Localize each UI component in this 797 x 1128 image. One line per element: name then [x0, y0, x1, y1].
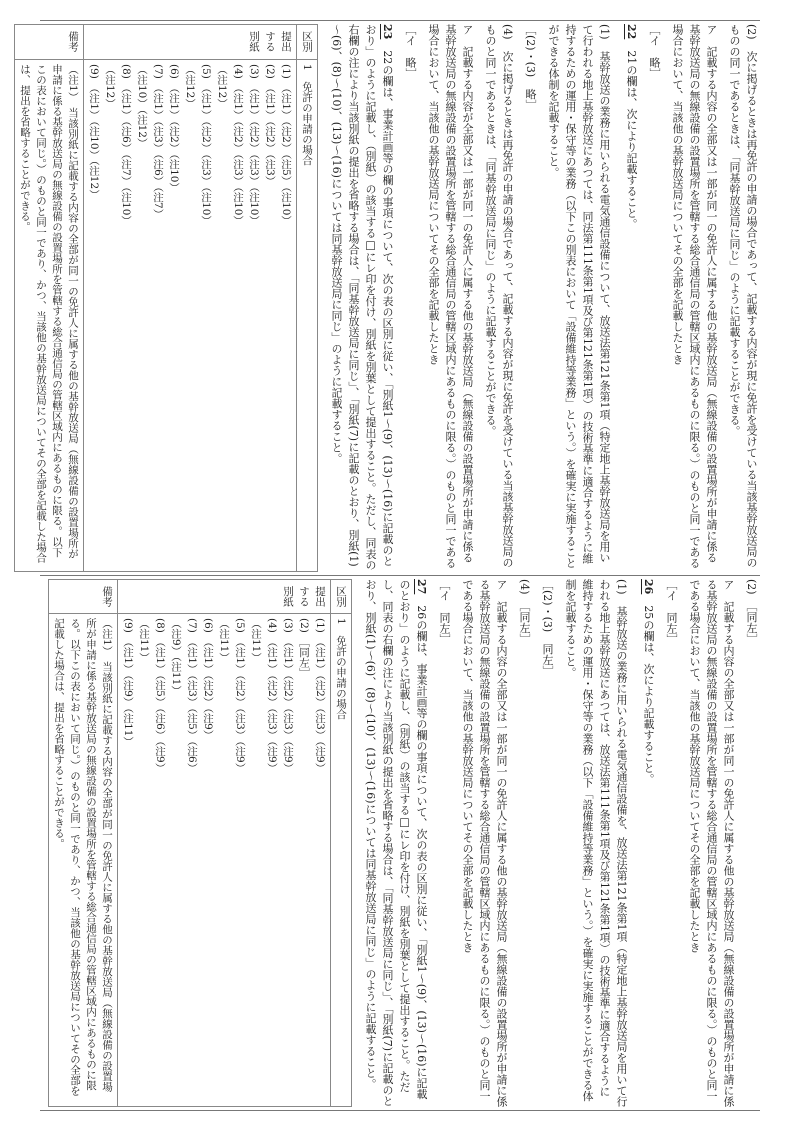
row-sheets: （注1）（注2）（注3）（注9） [234, 636, 246, 774]
table-row [278, 64, 294, 567]
table-row [312, 618, 328, 1102]
row-sheets: （注1）（注2）（注3）（注10） [248, 82, 260, 226]
upper-sec22-heading [623, 24, 640, 572]
row-no: (9) [122, 618, 134, 634]
table-row [134, 64, 150, 567]
upper-sec22-item4-a: ア 記載する内容が全部又は一部が同一の免許人に属する他の基幹放送局（無線設備の設置場所が申請に係る基幹放送局の無線設備の設置場所を管轄する総合通信局の管轄区域内にあるものに限る。）のものと同一である場合において、当該他の基幹放送局についてその全部を記載したとき [427, 24, 474, 569]
row-no: (9) [88, 63, 100, 79]
table-row [136, 618, 152, 1102]
lower-sec27 [362, 579, 430, 1107]
row-no: (5) [234, 618, 246, 634]
row-no: (5) [200, 63, 212, 79]
upper-sec22-item4: (4) 次に掲げるときは再免許の申請の場合であって、記載する内容が現に免許を受けている当該基幹放送局のものと同一であるときは、「同基幹放送局に同じ」のように記載することができる。 [484, 24, 514, 568]
row-sheets: （注1）（注3）（注5）（注6） [186, 636, 198, 774]
row-sheets: （注12） [104, 63, 116, 109]
top-rule [40, 20, 760, 21]
table-row [296, 618, 312, 1102]
row-sheets: （注1）（注2）（注9） [202, 636, 214, 741]
row-sheets: （注11） [218, 618, 230, 664]
row-sheets: （注1）（注2）（注3）（注10） [200, 82, 212, 226]
row-no: (8) [120, 63, 132, 79]
row-sheets: （注1）（注2）（注10） [168, 82, 180, 193]
row-no: (7) [186, 618, 198, 634]
upper-table-header-category: 区別 [297, 25, 318, 60]
table-row [280, 618, 296, 1102]
table-row [246, 64, 262, 567]
upper-sec22-text: 21の欄は、次により記載すること。 [625, 50, 638, 230]
upper-sec23-text: 22の欄は、事業計画等の欄の事項について、次の表の区別に従い、「別紙1～(9)、(13)～(16)に記載のとおり」のように記載し、（別紙）の該当する□にレ印を付け、別紙を別葉として提出すること。ただし、同表の右欄の注により当該別紙の提出を省略する場合は、「同基幹放送局に同じ」、「別紙(7)に記載のとおり、別紙(1)～(6)、(8)～(10)、(13)～(16)については同基幹放送局に同じ」のように記載すること。 [330, 24, 394, 571]
upper-sec22-item4-i: ［イ 略］ [404, 24, 417, 79]
lower-table-category: 1 免許の申請の場合 [331, 614, 352, 1107]
upper-table-category: 1 免許の申請の場合 [297, 59, 318, 571]
upper-table-note: （注1） 当該別紙に記載する内容の全部が同一の免許人に属する他の基幹放送局（無線設備の設置場所が申請に係る基幹放送局の無線設備の設置場所を管轄する総合通信局の管轄区域内にあるものに限る。以下この表において同じ。）のものと同一であり、かつ、当該他の基幹放送局についてその全部を記載した場合は、提出を省略することができる。 [15, 59, 84, 571]
table-row [216, 618, 232, 1102]
lower-item2-i: ［イ 同左］ [665, 579, 678, 645]
table-row [264, 618, 280, 1102]
row-sheets: ［同左］ [298, 636, 310, 679]
upper-table-sheets [84, 59, 297, 571]
row-no: (2) [298, 618, 310, 634]
table-row [152, 618, 168, 1102]
row-sheets: （注1）（注2）（注3）（注10） [232, 82, 244, 226]
row-sheets: （注1）（注2）（注5）（注10） [280, 82, 292, 226]
upper-sec22-item23: ［(2)・(3) 略］ [524, 24, 537, 111]
bottom-rule [40, 1110, 760, 1111]
lower-sec26-heading [640, 579, 657, 1107]
table-row [182, 64, 198, 567]
lower-table-note: （注1） 当該別紙に記載する内容の全部が同一の免許人に属する他の基幹放送局（無線設備の設置場所が申請に係る基幹放送局の無線設備の設置場所を管轄する総合通信局の管轄区域内にあるものに限る。以下この表において同じ。）のものと同一であり、かつ、当該他の基幹放送局についてその全部を記載した場合は、提出を省略することができる。 [49, 614, 118, 1107]
upper-table [14, 24, 318, 572]
upper-section [19, 24, 760, 572]
row-no: (3) [282, 618, 294, 634]
upper-sec22-number: 22 [625, 24, 638, 40]
row-sheets: （注12） [184, 63, 196, 109]
upper-item2-i: ［イ 略］ [648, 24, 661, 79]
upper-sec22-item1: (1) 基幹放送の業務に用いられる電気通信設備について、放送法第121条第1項（特定地上基幹放送局を用いて行われる地上基幹放送にあつては、同法第111条第1項及び第121条第1項）の技術基準に適合するように維持するための運用・保守等の業務（以下この別表において「設備維持等業務」という。）を確実に実施することができる体制を記載すること。 [547, 24, 611, 569]
row-sheets: （注12） [216, 63, 228, 109]
lower-table-header-remarks: 備考 [49, 580, 118, 614]
row-no: (7) [152, 63, 164, 79]
row-no: (6) [202, 618, 214, 634]
row-sheets: （注1）（注5）（注6）（注9） [154, 636, 166, 774]
table-row [102, 64, 118, 567]
table-row [248, 618, 264, 1102]
table-row [214, 64, 230, 567]
lower-table-header-category: 区別 [331, 580, 352, 614]
table-row [120, 618, 136, 1102]
row-sheets: （注1）（注2）（注3）（注9） [266, 636, 278, 774]
row-no: (1) [280, 63, 292, 79]
upper-table-header-sheets: 提出する別紙 [84, 25, 297, 60]
row-no: (2) [264, 63, 276, 79]
table-row [232, 618, 248, 1102]
lower-sec26-item4: (4) ［同左］ [518, 579, 531, 645]
row-sheets: （注1）（注3）（注6）（注7） [152, 82, 164, 220]
row-sheets: （注1）（注10）（注12） [88, 82, 100, 200]
row-no: (8) [154, 618, 166, 634]
upper-item2-a: ア 記載する内容の全部又は一部が同一の免許人に属する他の基幹放送局（無線設備の設置場所が申請に係る基幹放送局の無線設備の設置場所を管轄する総合通信局の管轄区域内にあるものに限る。）のものと同一である場合において、当該他の基幹放送局についてその全部を記載したとき [671, 24, 718, 569]
lower-sec26-number: 26 [642, 579, 655, 595]
row-no: (6) [168, 63, 180, 79]
table-row [166, 64, 182, 567]
lower-table-wrap [48, 579, 352, 1107]
lower-item2: (2) ［同左］ [745, 579, 758, 645]
lower-sec26-item23: ［(2)・(3) 同左］ [541, 579, 554, 677]
lower-item2-a: ア 記載する内容の全部又は一部が同一の免許人に属する他の基幹放送局（無線設備の設置場所が申請に係る基幹放送局の無線設備の設置場所を管轄する総合通信局の管轄区域内にあるものに限る。）のものと同一である場合において、当該他の基幹放送局についてその全部を記載したとき [688, 579, 735, 1107]
table-row [118, 64, 134, 567]
upper-table-wrap [14, 24, 318, 572]
lower-sec26-text: 25の欄は、次により記載すること。 [642, 605, 655, 785]
lower-section [40, 579, 760, 1107]
upper-item2: (2) 次に掲げるときは再免許の申請の場合であって、記載する内容が現に免許を受けている当該基幹放送局のものの同一であるときは、「同基幹放送局に同じ」のように記載することができる。 [728, 24, 758, 568]
row-sheets: （注10）（注12） [136, 63, 148, 149]
table-row [200, 618, 216, 1102]
table-row [230, 64, 246, 567]
upper-sec23-number: 23 [381, 24, 394, 40]
row-sheets: （注11） [250, 618, 262, 664]
table-row [198, 64, 214, 567]
row-sheets: （注1）（注2）（注3） [264, 82, 276, 187]
upper-sec23 [328, 24, 396, 572]
lower-table-sheets [118, 614, 331, 1107]
row-sheets: （注1）（注2）（注3）（注9） [282, 636, 294, 774]
row-no: (1) [314, 618, 326, 634]
row-sheets: （注1）（注2）（注3）（注9） [314, 636, 326, 774]
middle-rule [40, 575, 760, 576]
lower-sec27-text: 26の欄は、事業計画等の欄の事項について、次の表の区別に従い、「別紙1～(9)、(13)～(16)に記載のとおり」のように記載し、（別紙）の該当する□にレ印を付け、別紙を別葉として提出すること。ただし、同表の右欄の注により当該別紙の提出を省略する場合は、「同基幹放送局に同じ」、「別紙(7)に記載のとおり、別紙(1)～(6)、(8)～(10)、(13)～(16)については同基幹放送局に同じ」のように記載すること。 [364, 579, 428, 1107]
lower-sec26-item4-i: ［イ 同左］ [438, 579, 451, 645]
table-row [262, 64, 278, 567]
row-sheets: （注9）（注11） [170, 618, 182, 697]
lower-table-header-sheets: 提出する別紙 [118, 580, 331, 614]
row-no: (4) [266, 618, 278, 634]
lower-table [48, 579, 352, 1107]
table-row [86, 64, 102, 567]
row-no: (3) [248, 63, 260, 79]
table-row [184, 618, 200, 1102]
lower-sec26-item1: (1) 基幹放送の業務に用いられる電気通信設備を、放送法第121条第1項（特定地上基幹放送局を用いて行われる地上基幹放送にあつては、放送法第111条第1項及び第121条第1項）の技術基準に適合するように維持するための運用・保守等の業務（以下「設備維持等業務」という。）を確実に実施することができる体制を記載すること。 [564, 579, 628, 1107]
lower-sec27-number: 27 [415, 579, 428, 595]
row-sheets: （注11） [138, 618, 150, 664]
lower-sec26-item4-a: ア 記載する内容の全部又は一部が同一の免許人に属する他の基幹放送局（無線設備の設置場所が申請に係る基幹放送局の無線設備の設置場所を管轄する総合通信局の管轄区域内にあるものに限る。）のものと同一である場合において、当該他の基幹放送局についてその全部を記載したとき [461, 579, 508, 1107]
row-sheets: （注1）（注6）（注7）（注10） [120, 82, 132, 226]
upper-table-header-remarks: 備考 [15, 25, 84, 60]
table-row [150, 64, 166, 567]
table-row [168, 618, 184, 1102]
row-no: (4) [232, 63, 244, 79]
row-sheets: （注1）（注9）（注11） [122, 636, 134, 748]
